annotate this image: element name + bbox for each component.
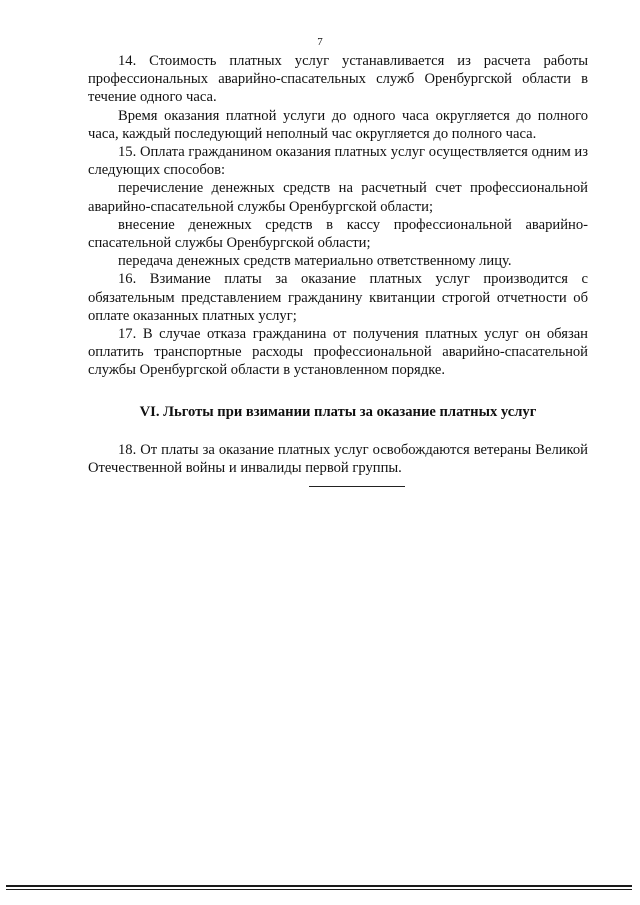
paragraph-17: 17. В случае отказа гражданина от получения платных услуг он обязан оплатить транспортные расходы профессиональной аварийно-спасательной службы Оренбургской области в установленном порядке. — [88, 326, 588, 379]
paragraph-15-transfer: перечисление денежных средств на расчетный счет профессиональной аварийно-спасательной службы Оренбургской области; — [88, 180, 588, 215]
paragraph-14-time-rounding: Время оказания платной услуги до одного часа округляется до полного часа, каждый последующий неполный час округляется до полного часа. — [88, 107, 588, 142]
section-heading-vi: VI. Льготы при взимании платы за оказание платных услуг — [139, 403, 537, 420]
paragraph-15-responsible-person: передача денежных средств материально ответственному лицу. — [118, 253, 512, 270]
paragraph-14: 14. Стоимость платных услуг устанавливается из расчета работы профессиональных аварийно-спасательных служб Оренбургской области в течение одного часа. — [88, 53, 588, 106]
scan-edge-line — [6, 885, 632, 887]
end-of-text-rule — [309, 486, 405, 487]
scan-edge-line-secondary — [6, 889, 632, 890]
paragraph-15: 15. Оплата гражданином оказания платных услуг осуществляется одним из следующих способов: — [88, 144, 588, 179]
page-number: 7 — [317, 36, 323, 48]
paragraph-18: 18. От платы за оказание платных услуг освобождаются ветераны Великой Отечественной войны и инвалиды первой группы. — [88, 441, 588, 477]
paragraph-15-cash-desk: внесение денежных средств в кассу профессиональной аварийно-спасательной службы Оренбургской области; — [88, 216, 588, 252]
paragraph-16: 16. Взимание платы за оказание платных услуг производится с обязательным представлением гражданину квитанции строгой отчетности об оплате оказанных платных услуг; — [88, 271, 588, 324]
document-body — [88, 52, 588, 477]
